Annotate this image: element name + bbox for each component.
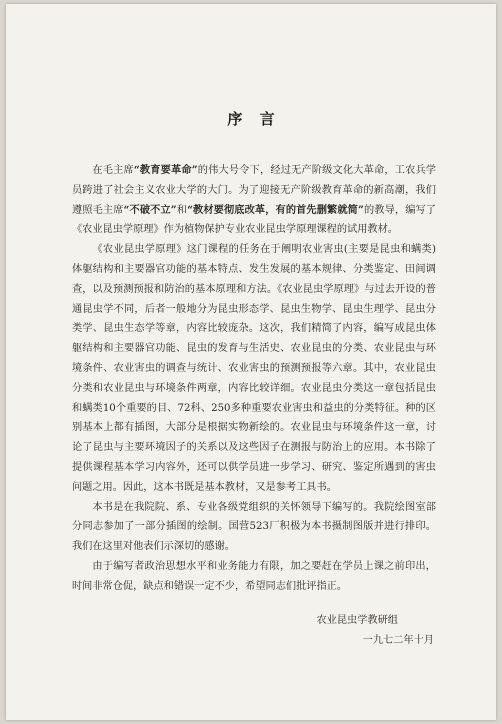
emphasized-quote: “教育要革命” <box>133 164 198 176</box>
signature-date: 一九七二年十月 <box>362 634 434 646</box>
signature-block <box>72 611 436 651</box>
document-page <box>6 4 496 720</box>
paragraph-text: 和 <box>176 204 188 216</box>
preface-paragraph <box>72 557 436 597</box>
paragraph-text: 《农业昆虫学原理》这门课程的任务在于阐明农业害虫(主要是昆虫和螨类)体躯结构和主要器官功能的基本特点、发生发展的基本规律、分类鉴定、田间调查，以及预测预报和防治的基本原理和方法。《农业昆虫学原理》与过去开设的普通昆虫学不同，后者一般地分为昆虫形态学、昆虫生物学、昆虫生理学、昆虫分类学、昆虫生态学等章，内容比较庞杂。这次，我们精简了内容，编写成昆虫体躯结构和主要器官功能、昆虫的发育与生活史、农业昆虫的分类、农业昆虫与环境条件、农业害虫的调查与统计、农业害虫的预测预报等六章。其中，农业昆虫分类和农业昆虫与环境条件两章，内容比较详细。农业昆虫分类这一章包括昆虫和螨类10个重要的目、72科、250多种重要农业害虫和益虫的分类特征。种的区别基本上都有插图，大部分是根据实物新绘的。农业昆虫与环境条件这一章，讨论了昆虫与主要环境因子的关系以及这些因子在测报与防治上的应用。本书除了提供课程基本学习内容外，还可以供学员进一步学习、研究、鉴定所遇到的害虫问题之用。因此，这本书既是基本教材，又是参考工具书。 <box>72 244 436 493</box>
signature-org: 农业昆虫学教研组 <box>316 614 398 626</box>
emphasized-quote: “教材要彻底改革，有的首先删繁就简” <box>187 203 364 216</box>
preface-paragraph <box>72 161 436 240</box>
paragraph-text: 本书是在我院院、系、专业各级党组织的关怀领导下编写的。我院绘图室部分同志参加了一部分插图的绘制。国营523厂积极为本书摄制图版并进行排印。我们在这里对他表们示深切的感谢。 <box>72 501 436 553</box>
emphasized-quote: “不破不立” <box>123 203 177 216</box>
paragraph-text: 由于编写者政治思想水平和业务能力有限，加之要赶在学员上课之前印出，时间非常仓促，缺点和错误一定不少，希望同志们批评指正。 <box>72 560 436 592</box>
preface-paragraph <box>72 498 436 557</box>
page-title: 序 言 <box>227 110 281 128</box>
paragraph-text: 的教导，编写了《农业昆虫学原理》作为植物保护专业农业昆虫学原理课程的试用教材。 <box>72 204 437 236</box>
preface-content <box>72 108 436 651</box>
paragraph-text: 的伟大号令下，经过无产阶级文化大革命，工农兵学员跨进了社会主义农业大学的大门。为了迎接无产阶级教育革命的新高潮，我们遵照毛主席 <box>72 165 436 216</box>
preface-paragraph <box>72 240 436 497</box>
paragraph-text: 在毛主席 <box>92 165 134 176</box>
preface-body <box>72 161 436 597</box>
